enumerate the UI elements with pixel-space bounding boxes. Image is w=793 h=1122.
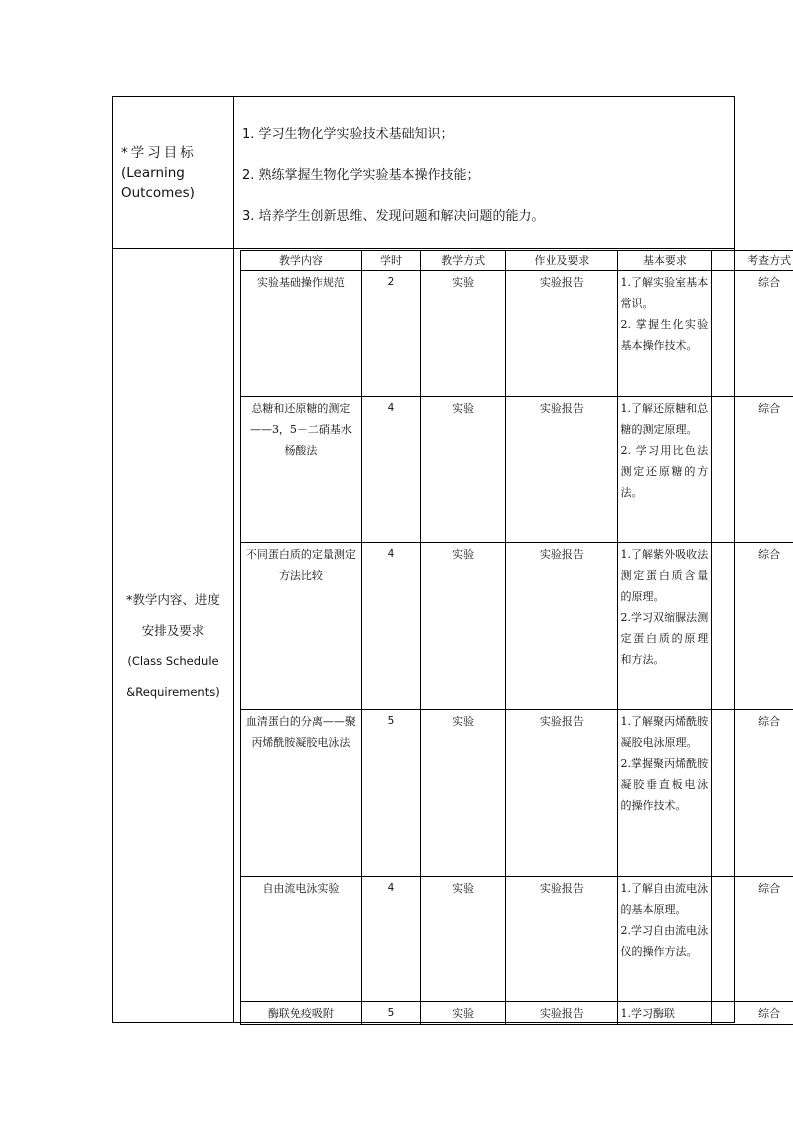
schedule-table	[240, 250, 793, 1025]
row-assessment: 综合	[712, 877, 793, 1002]
schedule-header-row	[241, 251, 793, 271]
requirement-item: 2. 学习用比色法测定还原糖的方法。	[620, 444, 709, 499]
row-homework: 实验报告	[506, 710, 618, 877]
row-method: 实验	[421, 543, 506, 710]
table-row	[241, 877, 793, 1002]
requirement-item: 2. 掌握生化实验基本操作技术。	[620, 318, 709, 352]
schedule-label-zh-1: *教学内容、进度	[126, 592, 220, 607]
row-assessment: 综合	[712, 1002, 793, 1025]
row-content: 酶联免疫吸附	[241, 1002, 362, 1025]
row-method: 实验	[421, 1002, 506, 1025]
row-homework: 实验报告	[506, 877, 618, 1002]
requirement-item: 2.学习自由流电泳仪的操作方法。	[620, 924, 709, 958]
learning-outcomes-label-en-2: Outcomes)	[121, 185, 195, 201]
row-method: 实验	[421, 710, 506, 877]
row-hours: 5	[361, 710, 420, 877]
requirement-item: 2.学习双缩脲法测定蛋白质的原理和方法。	[620, 611, 709, 666]
row-assessment: 综合	[712, 397, 793, 543]
row-method: 实验	[421, 877, 506, 1002]
table-row	[241, 271, 793, 397]
outcome-item: 1. 学习生物化学实验技术基础知识；	[242, 127, 454, 142]
row-requirements	[618, 710, 712, 877]
table-row	[241, 1002, 793, 1025]
schedule-label	[117, 584, 229, 708]
row-homework: 实验报告	[506, 543, 618, 710]
header-homework: 作业及要求	[506, 251, 618, 271]
requirement-item: 1.了解聚丙烯酰胺凝胶电泳原理。	[620, 715, 709, 749]
row-hours: 2	[361, 271, 420, 397]
header-method: 教学方式	[421, 251, 506, 271]
syllabus-table	[112, 96, 792, 1023]
outcome-item: 2. 熟练掌握生物化学实验基本操作技能；	[242, 168, 480, 183]
header-assessment: 考查方式	[712, 251, 793, 271]
row-content: 实验基础操作规范	[241, 271, 362, 397]
row-hours: 4	[361, 877, 420, 1002]
row-requirements	[618, 271, 712, 397]
column-divider	[233, 97, 234, 1022]
row-homework: 实验报告	[506, 271, 618, 397]
learning-outcomes-label-en-1: (Learning	[121, 165, 185, 181]
learning-outcomes-label	[121, 143, 229, 203]
table-row	[241, 710, 793, 877]
header-requirements: 基本要求	[618, 251, 712, 271]
row-assessment: 综合	[712, 710, 793, 877]
row-method: 实验	[421, 397, 506, 543]
requirement-item: 1.了解自由流电泳的基本原理。	[620, 882, 709, 916]
outcome-item: 3. 培养学生创新思维、发现问题和解决问题的能力。	[242, 209, 545, 224]
row-hours: 4	[361, 543, 420, 710]
row-hours: 5	[361, 1002, 420, 1025]
row-requirements	[618, 543, 712, 710]
row-content: 总糖和还原糖的测定——3，5－二硝基水杨酸法	[241, 397, 362, 543]
header-content: 教学内容	[241, 251, 362, 271]
requirement-item: 1.了解还原糖和总糖的测定原理。	[620, 402, 709, 436]
table-row	[241, 543, 793, 710]
row-homework: 实验报告	[506, 1002, 618, 1025]
row-requirements	[618, 1002, 712, 1025]
row-homework: 实验报告	[506, 397, 618, 543]
row-requirements	[618, 877, 712, 1002]
row-assessment: 综合	[712, 271, 793, 397]
schedule-label-en-1: (Class Schedule	[127, 654, 219, 668]
row-assessment: 综合	[712, 543, 793, 710]
row-content: 自由流电泳实验	[241, 877, 362, 1002]
row-hours: 4	[361, 397, 420, 543]
table-row	[241, 397, 793, 543]
header-hours: 学时	[361, 251, 420, 271]
row-method: 实验	[421, 271, 506, 397]
row-requirements	[618, 397, 712, 543]
requirement-item: 1.了解实验室基本常识。	[620, 276, 709, 310]
schedule-label-en-2: &Requirements)	[126, 685, 220, 699]
requirement-item: 1.学习酶联	[620, 1007, 675, 1020]
learning-outcomes-list	[242, 125, 722, 248]
schedule-label-zh-2: 安排及要求	[141, 623, 205, 638]
row-content: 血清蛋白的分离——聚丙烯酰胺凝胶电泳法	[241, 710, 362, 877]
row-content: 不同蛋白质的定量测定方法比较	[241, 543, 362, 710]
learning-outcomes-label-zh: *学习目标	[121, 145, 197, 161]
row-divider	[113, 248, 734, 249]
requirement-item: 1.了解紫外吸收法测定蛋白质含量的原理。	[620, 548, 709, 603]
requirement-item: 2.掌握聚丙烯酰胺凝胶垂直板电泳的操作技术。	[620, 757, 709, 812]
